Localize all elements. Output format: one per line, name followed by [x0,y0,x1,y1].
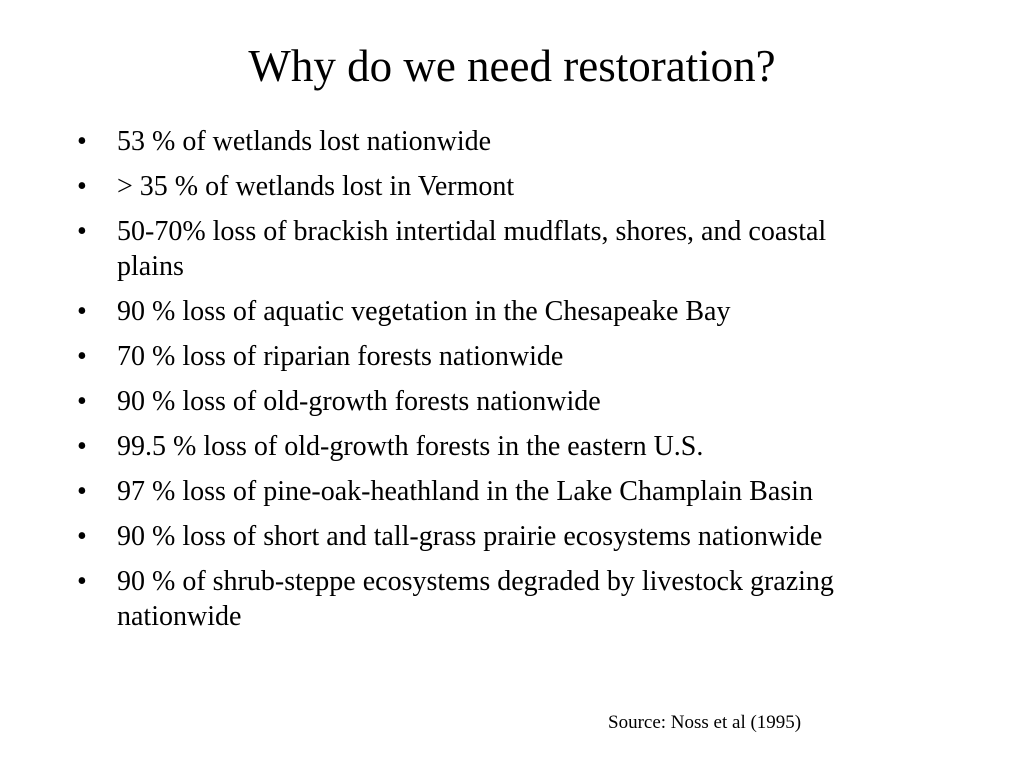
bullet-text: 90 % of shrub-steppe ecosystems degraded by livestock grazing nationwide [117,566,834,632]
bullet-item [77,519,897,554]
bullet-item [77,294,897,329]
bullet-text: 90 % loss of short and tall-grass prairie ecosystems nationwide [117,521,823,552]
bullet-item [77,214,897,284]
bullet-icon: • [77,126,87,157]
bullet-item [77,384,897,419]
bullet-item [77,124,897,159]
bullet-text: 99.5 % loss of old-growth forests in the eastern U.S. [117,431,704,462]
slide-title: Why do we need restoration? [248,41,776,91]
bullet-icon: • [77,566,87,597]
bullet-icon: • [77,216,87,247]
source-citation: Source: Noss et al (1995) [608,712,802,733]
bullet-text: 50-70% loss of brackish intertidal mudflats, shores, and coastal plains [117,216,827,282]
bullet-item [77,169,897,204]
bullet-text: 53 % of wetlands lost nationwide [117,126,492,157]
bullet-text: 90 % loss of aquatic vegetation in the Chesapeake Bay [117,296,731,327]
bullet-icon: • [77,171,87,202]
bullet-text: 90 % loss of old-growth forests nationwide [117,386,601,417]
bullet-item [77,564,897,634]
bullet-icon: • [77,431,87,462]
bullet-icon: • [77,296,87,327]
bullet-icon: • [77,341,87,372]
bullet-item [77,474,897,509]
bullet-text: > 35 % of wetlands lost in Vermont [117,171,515,202]
bullet-text: 70 % loss of riparian forests nationwide [117,341,564,372]
bullet-icon: • [77,521,87,552]
bullet-icon: • [77,386,87,417]
bullet-text: 97 % loss of pine-oak-heathland in the Lake Champlain Basin [117,476,813,507]
bullet-icon: • [77,476,87,507]
bullet-item [77,339,897,374]
bullet-list [77,124,897,644]
bullet-item [77,429,897,464]
